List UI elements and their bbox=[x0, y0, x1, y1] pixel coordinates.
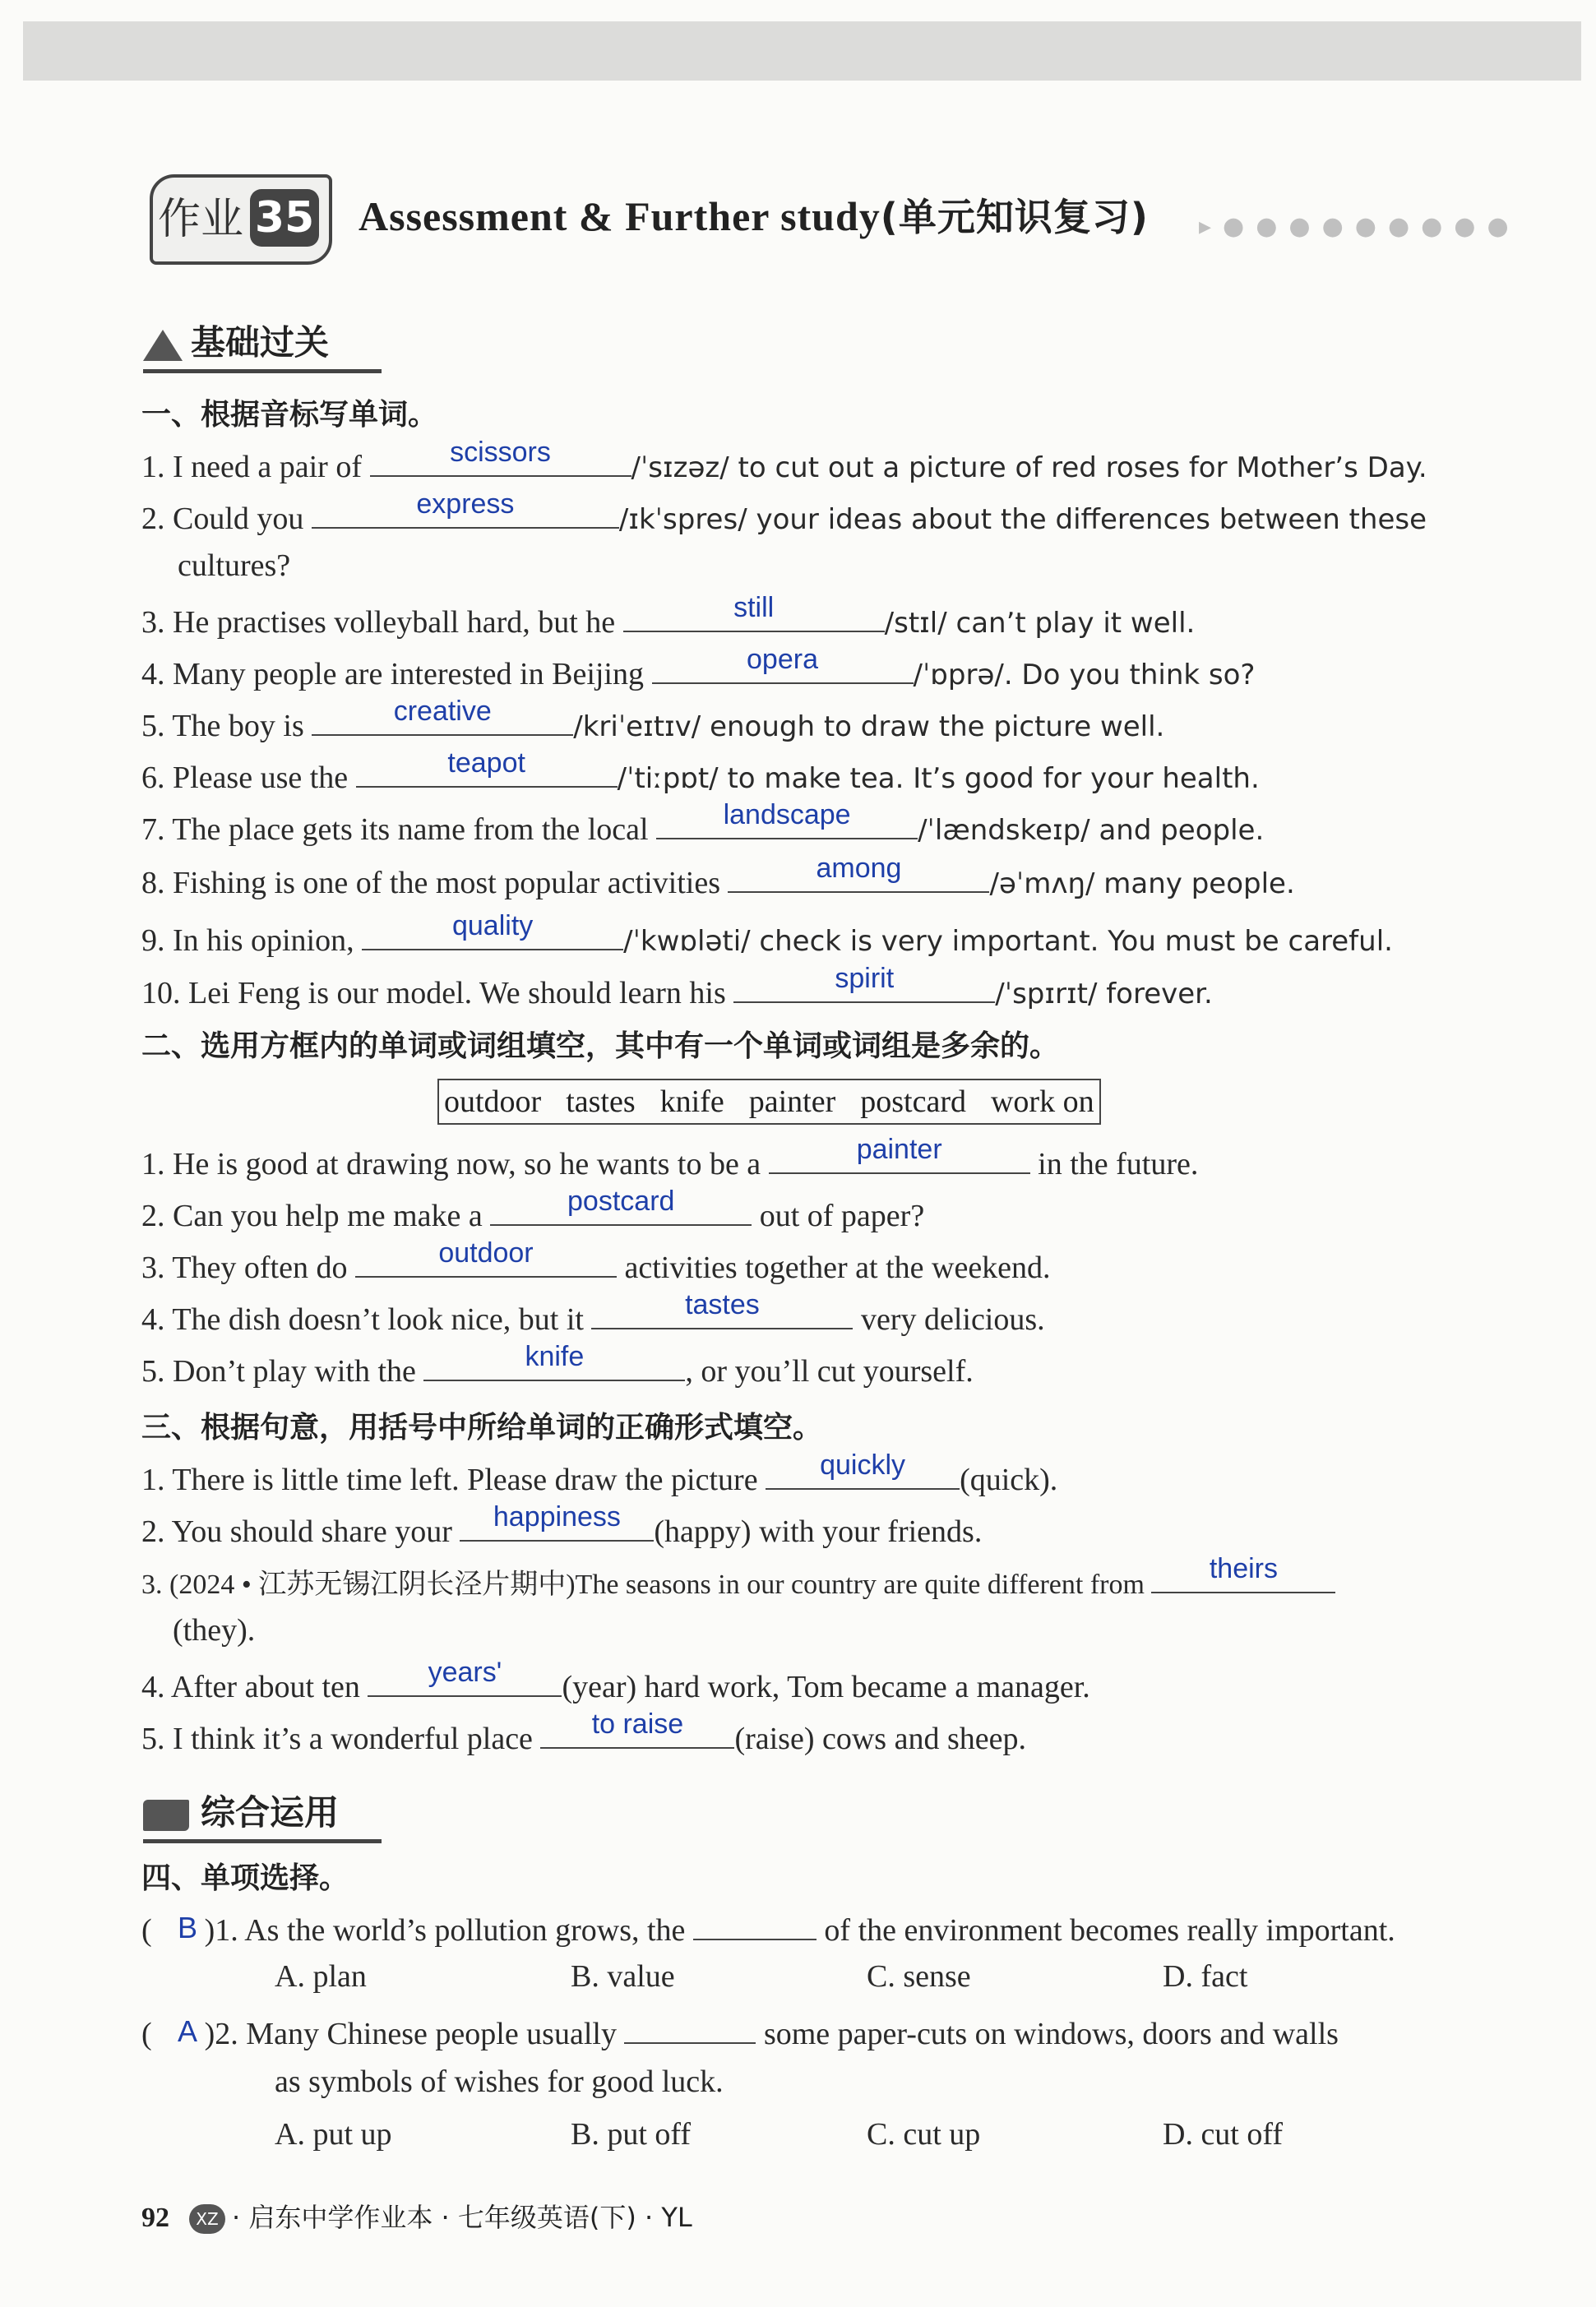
section-basic-title: 基础过关 bbox=[191, 322, 330, 363]
answer-blank[interactable] bbox=[766, 1449, 960, 1490]
item-text: (they). bbox=[173, 1613, 256, 1648]
homework-badge bbox=[150, 174, 332, 265]
answer-blank[interactable] bbox=[1151, 1553, 1335, 1593]
item-text: 7. The place gets its name from the local bbox=[141, 812, 649, 847]
part3-item-3-cont bbox=[173, 1612, 255, 1648]
answer-text: landscape bbox=[723, 799, 851, 830]
title-chinese: (单元知识复习) bbox=[880, 195, 1149, 239]
item-text: /əˈmʌŋ/ many people. bbox=[989, 867, 1295, 900]
section-basic-heading bbox=[143, 316, 329, 365]
item-text: very delicious. bbox=[860, 1302, 1045, 1337]
answer-blank[interactable] bbox=[490, 1186, 752, 1226]
answer-text: spirit bbox=[835, 963, 895, 994]
part4-heading: 四、单项选择。 bbox=[141, 1861, 349, 1895]
part3-item-5 bbox=[141, 1708, 1026, 1757]
answer-blank[interactable] bbox=[693, 1907, 817, 1940]
page-title bbox=[359, 187, 1149, 242]
item-text: 9. In his opinion, bbox=[141, 923, 354, 958]
answer-blank[interactable] bbox=[652, 644, 914, 684]
option-d: D. cut off bbox=[1163, 2117, 1283, 2152]
option-b: B. value bbox=[571, 1959, 675, 1994]
word-option: tastes bbox=[566, 1084, 636, 1119]
item-text: /ˈtiːpɒt/ to make tea. It’s good for your health. bbox=[617, 762, 1260, 795]
answer-text: express bbox=[416, 488, 515, 520]
part1-item-4 bbox=[141, 644, 1256, 692]
mc-question-1 bbox=[141, 1907, 1395, 1949]
badge-prefix: 作业 bbox=[158, 195, 244, 244]
item-text: /ˈkwɒləti/ check is very important. You must be careful. bbox=[623, 925, 1393, 958]
item-text: 1. He is good at drawing now, so he wants to be a bbox=[141, 1147, 761, 1181]
item-text: 2. Can you help me make a bbox=[141, 1199, 483, 1233]
book-icon bbox=[143, 1800, 189, 1831]
item-text: activities together at the weekend. bbox=[624, 1251, 1051, 1285]
answer-text: teapot bbox=[447, 747, 525, 779]
mc-answer-1: B bbox=[178, 1911, 198, 1944]
question-stem: of the environment becomes really important. bbox=[824, 1913, 1395, 1948]
answer-blank[interactable] bbox=[591, 1289, 853, 1329]
answer-blank[interactable] bbox=[623, 592, 885, 632]
answer-text: among bbox=[816, 853, 902, 884]
part2-item-3 bbox=[141, 1237, 1051, 1286]
item-text: 5. I think it’s a wonderful place bbox=[141, 1722, 533, 1756]
part1-item-2 bbox=[141, 488, 1427, 537]
answer-text: still bbox=[733, 592, 775, 623]
section-underline bbox=[143, 1839, 382, 1843]
question-stem: )1. As the world’s pollution grows, the bbox=[204, 1913, 686, 1948]
answer-text: quickly bbox=[820, 1449, 906, 1481]
item-text: (happy) with your friends. bbox=[654, 1514, 983, 1549]
part1-heading: 一、根据音标写单词。 bbox=[141, 398, 438, 432]
part3-item-1 bbox=[141, 1449, 1058, 1498]
part2-item-4 bbox=[141, 1289, 1045, 1338]
answer-text: painter bbox=[856, 1134, 942, 1165]
part3-item-3 bbox=[141, 1553, 1335, 1602]
open-paren: ( bbox=[141, 2017, 152, 2051]
answer-blank[interactable] bbox=[769, 1134, 1030, 1174]
part1-item-9 bbox=[141, 910, 1393, 959]
answer-blank[interactable] bbox=[362, 910, 623, 950]
item-text: 4. Many people are interested in Beijing bbox=[141, 657, 644, 691]
item-text: (year) hard work, Tom became a manager. bbox=[562, 1670, 1090, 1704]
answer-text: scissors bbox=[450, 437, 551, 468]
item-text: 10. Lei Feng is our model. We should learn his bbox=[141, 976, 726, 1010]
answer-text: to raise bbox=[591, 1708, 684, 1740]
answer-text: creative bbox=[393, 696, 492, 727]
item-text: out of paper? bbox=[759, 1199, 925, 1233]
answer-blank[interactable] bbox=[312, 696, 573, 736]
word-option: work on bbox=[990, 1084, 1094, 1119]
mc-question-2-cont: as symbols of wishes for good luck. bbox=[275, 2064, 724, 2099]
item-text: 5. The boy is bbox=[141, 709, 304, 743]
part1-item-2-cont bbox=[178, 548, 290, 584]
part2-heading: 二、选用方框内的单词或词组填空，其中有一个单词或词组是多余的。 bbox=[141, 1029, 1060, 1063]
page-number: 92 bbox=[141, 2203, 169, 2233]
item-text: (quick). bbox=[960, 1463, 1058, 1497]
answer-text: years' bbox=[428, 1657, 502, 1688]
part1-item-1 bbox=[141, 437, 1427, 485]
item-text: /ˈsɪzəz/ to cut out a picture of red roses for Mother’s Day. bbox=[631, 451, 1427, 484]
item-text: /ˈɒprə/. Do you think so? bbox=[913, 659, 1256, 691]
answer-text: opera bbox=[747, 644, 818, 675]
item-text: 5. Don’t play with the bbox=[141, 1354, 416, 1389]
item-text: 2. You should share your bbox=[141, 1514, 452, 1549]
option-a: A. plan bbox=[275, 1959, 367, 1994]
answer-blank[interactable] bbox=[356, 747, 618, 788]
word-option: postcard bbox=[860, 1084, 966, 1119]
item-text: 4. The dish doesn’t look nice, but it bbox=[141, 1302, 584, 1337]
section-apply-heading bbox=[143, 1786, 339, 1835]
part2-item-5 bbox=[141, 1341, 974, 1389]
part3-heading: 三、根据句意，用括号中所给单词的正确形式填空。 bbox=[141, 1411, 823, 1445]
part1-item-3 bbox=[141, 592, 1196, 640]
option-c: C. sense bbox=[867, 1959, 971, 1994]
answer-text: tastes bbox=[685, 1289, 760, 1320]
option-a: A. put up bbox=[275, 2117, 392, 2152]
answer-text: happiness bbox=[493, 1501, 621, 1533]
answer-blank[interactable] bbox=[460, 1501, 654, 1542]
answer-blank[interactable] bbox=[312, 488, 619, 529]
answer-blank[interactable] bbox=[370, 437, 631, 477]
part1-item-8 bbox=[141, 853, 1295, 901]
answer-blank[interactable] bbox=[368, 1657, 562, 1697]
badge-number: 35 bbox=[250, 189, 319, 247]
option-c: C. cut up bbox=[867, 2117, 981, 2152]
item-text: /stɪl/ can’t play it well. bbox=[884, 607, 1196, 640]
answer-blank[interactable] bbox=[733, 963, 995, 1003]
open-paren: ( bbox=[141, 1913, 152, 1948]
publisher-logo-icon: XZ bbox=[189, 2204, 225, 2234]
part2-item-1 bbox=[141, 1134, 1199, 1182]
item-text: /ˈlændskeɪp/ and people. bbox=[918, 814, 1265, 847]
item-text: /ˈspɪrɪt/ forever. bbox=[995, 978, 1213, 1010]
answer-blank[interactable] bbox=[624, 2011, 756, 2044]
item-text: 3. He practises volleyball hard, but he bbox=[141, 605, 616, 640]
section-apply-title: 综合运用 bbox=[201, 1792, 340, 1833]
part1-item-5 bbox=[141, 696, 1165, 744]
answer-text: knife bbox=[525, 1341, 585, 1372]
item-text: (raise) cows and sheep. bbox=[734, 1722, 1026, 1756]
footer-text: · 启东中学作业本 · 七年级英语(下) · YL bbox=[232, 2202, 692, 2233]
answer-blank[interactable] bbox=[728, 853, 989, 893]
answer-blank[interactable] bbox=[540, 1708, 734, 1749]
word-option: painter bbox=[748, 1084, 836, 1119]
question-stem: some paper-cuts on windows, doors and walls bbox=[763, 2017, 1339, 2051]
title-english: Assessment & Further study bbox=[359, 193, 881, 239]
word-option: knife bbox=[659, 1084, 724, 1119]
item-text: 2. Could you bbox=[141, 502, 304, 536]
item-text: 1. There is little time left. Please draw the picture bbox=[141, 1463, 758, 1497]
item-text: in the future. bbox=[1038, 1147, 1199, 1181]
word-option: outdoor bbox=[444, 1084, 542, 1119]
item-text: 1. I need a pair of bbox=[141, 450, 362, 484]
decorative-dots: ▸●●●●●●●●● bbox=[1199, 212, 1520, 241]
part1-item-10 bbox=[141, 963, 1213, 1011]
item-text: 3. They often do bbox=[141, 1251, 348, 1285]
question-stem: )2. Many Chinese people usually bbox=[204, 2017, 617, 2051]
answer-blank[interactable] bbox=[423, 1341, 685, 1381]
part3-item-4 bbox=[141, 1657, 1090, 1705]
answer-text: quality bbox=[451, 910, 534, 941]
answer-text: theirs bbox=[1209, 1553, 1278, 1584]
part3-item-2 bbox=[141, 1501, 983, 1550]
mc-question-2 bbox=[141, 2011, 1339, 2052]
answer-blank[interactable] bbox=[656, 799, 918, 839]
answer-text: postcard bbox=[567, 1186, 675, 1217]
answer-blank[interactable] bbox=[355, 1237, 617, 1278]
word-box bbox=[437, 1079, 1101, 1125]
item-text: 3. (2024 • 江苏无锡江阴长泾片期中)The seasons in our country are quite different from bbox=[141, 1570, 1145, 1600]
item-text: cultures? bbox=[178, 548, 291, 583]
section-underline bbox=[143, 369, 382, 373]
item-text: 4. After about ten bbox=[141, 1670, 360, 1704]
item-text: 8. Fishing is one of the most popular activities bbox=[141, 866, 720, 900]
mc-answer-2: A bbox=[178, 2014, 198, 2048]
answer-text: outdoor bbox=[438, 1237, 534, 1269]
part1-item-6 bbox=[141, 747, 1260, 796]
part1-item-7 bbox=[141, 799, 1265, 848]
part2-item-2 bbox=[141, 1186, 925, 1234]
item-text: /kriˈeɪtɪv/ enough to draw the picture well. bbox=[573, 710, 1165, 743]
page-footer bbox=[141, 2197, 692, 2235]
item-text: /ɪkˈspres/ your ideas about the differences between these bbox=[618, 503, 1427, 536]
mountain-icon bbox=[143, 330, 183, 361]
item-text: , or you’ll cut yourself. bbox=[685, 1354, 974, 1389]
option-b: B. put off bbox=[571, 2117, 692, 2152]
item-text: 6. Please use the bbox=[141, 761, 349, 795]
option-d: D. fact bbox=[1163, 1959, 1248, 1994]
